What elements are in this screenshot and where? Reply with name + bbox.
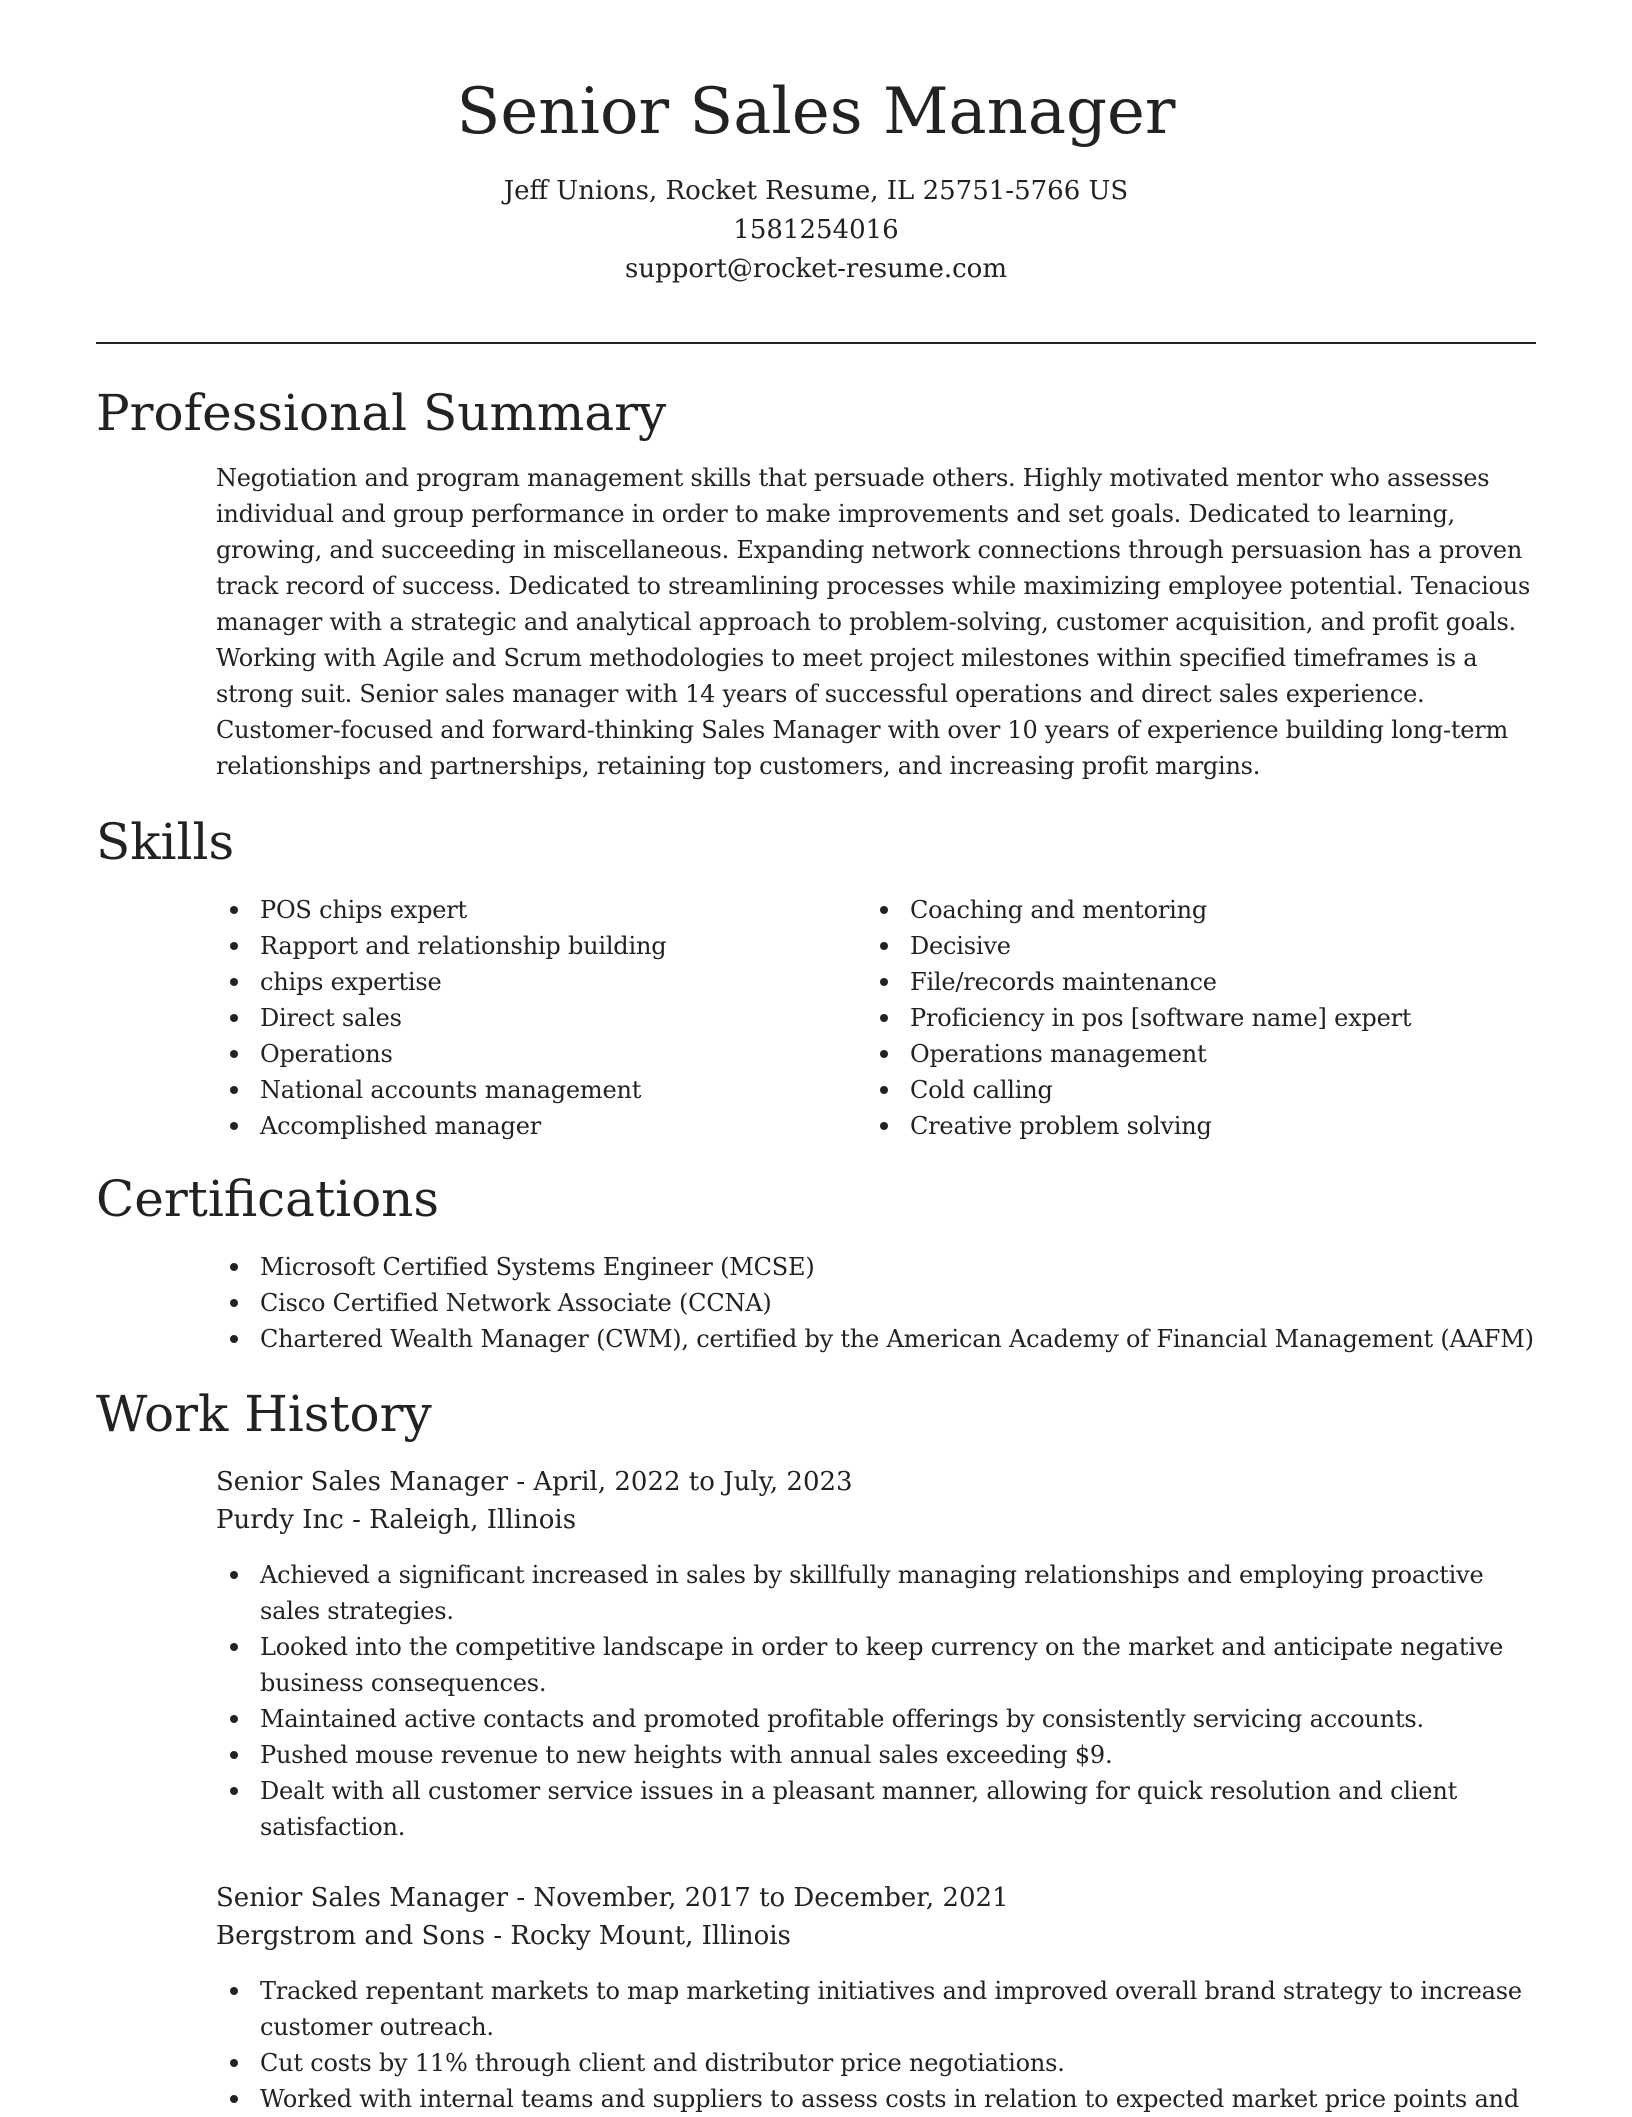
- skill-item: Proficiency in pos [software name] expert: [866, 1000, 1536, 1036]
- certification-item: Chartered Wealth Manager (CWM), certified by the American Academy of Financial Management (AAFM): [216, 1321, 1556, 1357]
- job-bullet: Cut costs by 11% through client and distributor price negotiations.: [216, 2045, 1536, 2081]
- skill-item: National accounts management: [216, 1072, 816, 1108]
- job-bullet: Looked into the competitive landscape in order to keep currency on the market and anticipate negative business consequences.: [216, 1629, 1536, 1701]
- skill-item: Creative problem solving: [866, 1108, 1536, 1144]
- skill-item: Rapport and relationship building: [216, 928, 816, 964]
- resume-header: [0, 75, 1632, 289]
- job-bullet: Dealt with all customer service issues in a pleasant manner, allowing for quick resolution and client satisfaction.: [216, 1773, 1536, 1845]
- job-bullet: Tracked repentant markets to map marketing initiatives and improved overall brand strategy to increase customer outreach.: [216, 1973, 1536, 2045]
- skill-item: Operations management: [866, 1036, 1536, 1072]
- job-2-bullets: [216, 1973, 1536, 2117]
- certification-item: Microsoft Certified Systems Engineer (MCSE): [216, 1249, 1556, 1285]
- skill-item: Coaching and mentoring: [866, 892, 1536, 928]
- job-bullet: Maintained active contacts and promoted profitable offerings by consistently servicing accounts.: [216, 1701, 1536, 1737]
- work-history-heading: Work History: [96, 1385, 432, 1443]
- certification-item: Cisco Certified Network Associate (CCNA): [216, 1285, 1556, 1321]
- header-divider: [96, 342, 1536, 344]
- job-1-header: [216, 1463, 1536, 1539]
- skills-list-right: [866, 892, 1536, 1144]
- job-title-line: Senior Sales Manager - November, 2017 to December, 2021: [216, 1883, 1009, 1913]
- skill-item: Operations: [216, 1036, 816, 1072]
- skill-item: Accomplished manager: [216, 1108, 816, 1144]
- skill-item: POS chips expert: [216, 892, 816, 928]
- contact-email: support@rocket-resume.com: [624, 254, 1007, 284]
- skills-list-left: [216, 892, 816, 1144]
- job-company-line: Bergstrom and Sons - Rocky Mount, Illinois: [216, 1921, 791, 1951]
- job-1-bullets: [216, 1557, 1536, 1845]
- job-bullet: Achieved a significant increased in sales by skillfully managing relationships and employing proactive sales strategies.: [216, 1557, 1536, 1629]
- contact-address: Jeff Unions, Rocket Resume, IL 25751-5766 US: [503, 176, 1129, 206]
- job-title-line: Senior Sales Manager - April, 2022 to July, 2023: [216, 1467, 853, 1497]
- skill-item: Direct sales: [216, 1000, 816, 1036]
- resume-title: Senior Sales Manager: [456, 75, 1176, 149]
- summary-heading: Professional Summary: [96, 384, 667, 442]
- job-company-line: Purdy Inc - Raleigh, Illinois: [216, 1505, 577, 1535]
- skill-item: Cold calling: [866, 1072, 1536, 1108]
- job-2-header: [216, 1879, 1536, 1955]
- contact-info: [0, 172, 1632, 289]
- certifications-heading: Certifications: [96, 1170, 440, 1228]
- skill-item: chips expertise: [216, 964, 816, 1000]
- job-bullet: Worked with internal teams and suppliers to assess costs in relation to expected market price points and: [216, 2081, 1536, 2117]
- contact-phone: 1581254016: [733, 215, 899, 245]
- skills-heading: Skills: [96, 813, 235, 871]
- job-bullet: Pushed mouse revenue to new heights with annual sales exceeding $9.: [216, 1737, 1536, 1773]
- summary-text: Negotiation and program management skills that persuade others. Highly motivated mentor who assesses individual and group performance in order to make improvements and set goals. Dedicated to learning, growing, and succeeding in miscellaneous. Expanding network connections through persuasion has a proven track record of success. Dedicated to streamlining processes while maximizing employee potential. Tenacious manager with a strategic and analytical approach to problem-solving, customer acquisition, and profit goals. Working with Agile and Scrum methodologies to meet project milestones within specified timeframes is a strong suit. Senior sales manager with 14 years of successful operations and direct sales experience. Customer-focused and forward-thinking Sales Manager with over 10 years of experience building long-term relationships and partnerships, retaining top customers, and increasing profit margins.: [216, 464, 1531, 780]
- certifications-list: [216, 1249, 1556, 1357]
- skill-item: File/records maintenance: [866, 964, 1536, 1000]
- skill-item: Decisive: [866, 928, 1536, 964]
